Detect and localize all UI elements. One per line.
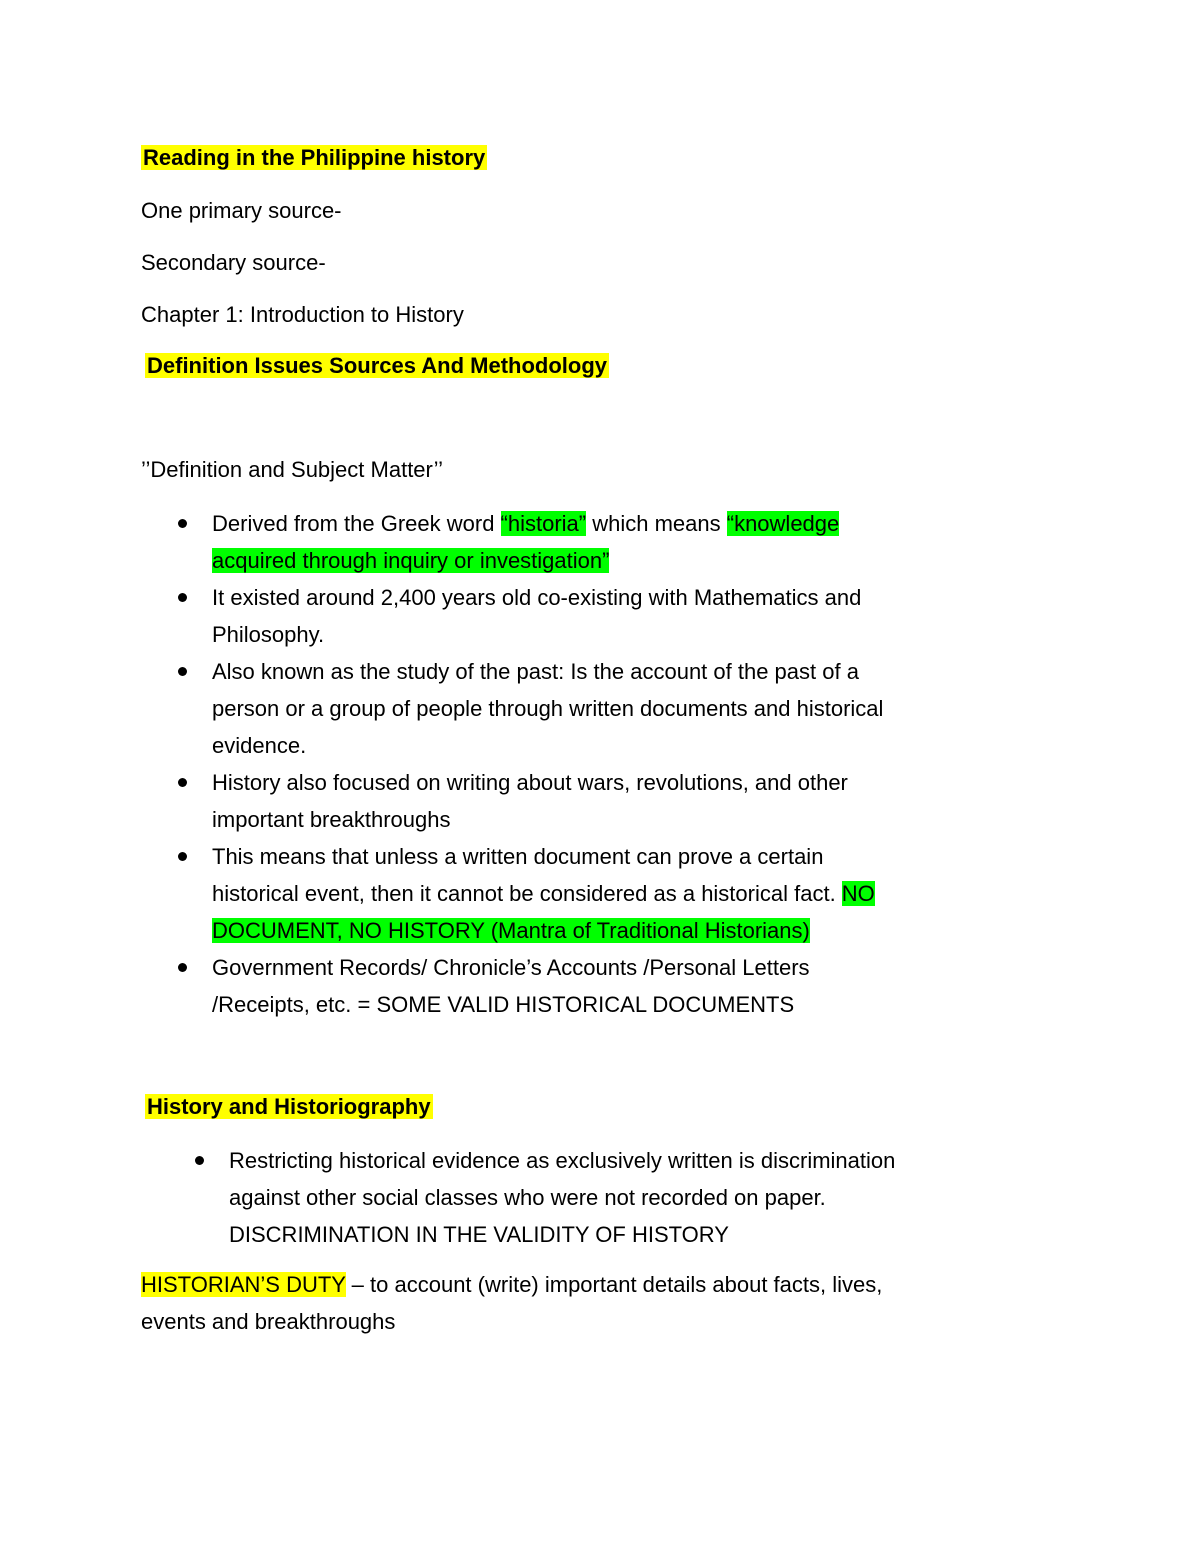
bullet-line [212, 543, 883, 580]
bullet-line [212, 876, 883, 913]
bullet-line: It existed around 2,400 years old co-existing with Mathematics and [212, 585, 862, 610]
text-run: – to account (write) important details about facts, lives, [345, 1272, 883, 1297]
bullet-item-written-document [212, 839, 883, 950]
bullet-item-existed [212, 580, 883, 654]
bullet-line: Government Records/ Chronicle’s Accounts /Personal Letters [212, 955, 810, 980]
bullet-dot-icon [178, 667, 187, 676]
bullet-item-greek-word [212, 506, 883, 580]
bullet-dot-icon [178, 963, 187, 972]
bullet-dot-icon [195, 1156, 204, 1165]
green-highlight: DOCUMENT, NO HISTORY (Mantra of Traditional Historians) [212, 918, 810, 943]
chapter-line: Chapter 1: Introduction to History [141, 302, 464, 327]
section-heading-historiography-text: History and Historiography [147, 1094, 431, 1119]
bullet-line [212, 913, 883, 950]
text-run: Derived from the Greek word [212, 511, 501, 536]
green-highlight: “knowledge [726, 511, 840, 536]
bullet-dot-icon [178, 593, 187, 602]
bullet-dot-icon [178, 852, 187, 861]
historiography-bullet-list [229, 1143, 895, 1254]
bullet-line: This means that unless a written document can prove a certain [212, 844, 824, 869]
bullet-line: Philosophy. [212, 622, 325, 647]
definition-bullet-list [212, 506, 883, 1024]
section-heading-definition-text: Definition Issues Sources And Methodology [147, 353, 608, 378]
document-title [141, 140, 487, 176]
paragraph-line [141, 1267, 882, 1304]
green-highlight: acquired through inquiry or investigation” [212, 548, 610, 573]
primary-source-line: One primary source- [141, 198, 342, 223]
bullet-line: DISCRIMINATION IN THE VALIDITY OF HISTORY [229, 1222, 729, 1247]
bullet-line: /Receipts, etc. = SOME VALID HISTORICAL DOCUMENTS [212, 992, 795, 1017]
subtitle-definition-subject: ’’Definition and Subject Matter’’ [141, 457, 444, 482]
green-highlight: NO [841, 881, 875, 906]
bullet-line: History also focused on writing about wars, revolutions, and other [212, 770, 848, 795]
text-run: which means [586, 511, 727, 536]
bullet-line: Restricting historical evidence as exclusively written is discrimination [229, 1148, 896, 1173]
yellow-highlight: HISTORIAN’S DUTY [141, 1272, 346, 1297]
bullet-item-restricting-evidence [229, 1143, 895, 1254]
green-highlight: “historia” [500, 511, 587, 536]
bullet-line: against other social classes who were not recorded on paper. [229, 1185, 826, 1210]
bullet-dot-icon [178, 519, 187, 528]
section-heading-definition [145, 348, 609, 384]
bullet-dot-icon [178, 778, 187, 787]
bullet-item-study-of-past [212, 654, 883, 765]
bullet-item-wars-revolutions [212, 765, 883, 839]
paragraph-line: events and breakthroughs [141, 1309, 396, 1334]
text-run: historical event, then it cannot be considered as a historical fact. [212, 881, 842, 906]
bullet-line: person or a group of people through written documents and historical [212, 696, 884, 721]
historians-duty-paragraph [141, 1267, 882, 1341]
bullet-item-valid-documents [212, 950, 883, 1024]
bullet-line: Also known as the study of the past: Is the account of the past of a [212, 659, 859, 684]
section-heading-historiography [145, 1089, 433, 1125]
secondary-source-line: Secondary source- [141, 250, 326, 275]
bullet-line [212, 506, 883, 543]
title-highlight: Reading in the Philippine history [143, 145, 486, 170]
bullet-line: important breakthroughs [212, 807, 451, 832]
bullet-line: evidence. [212, 733, 307, 758]
